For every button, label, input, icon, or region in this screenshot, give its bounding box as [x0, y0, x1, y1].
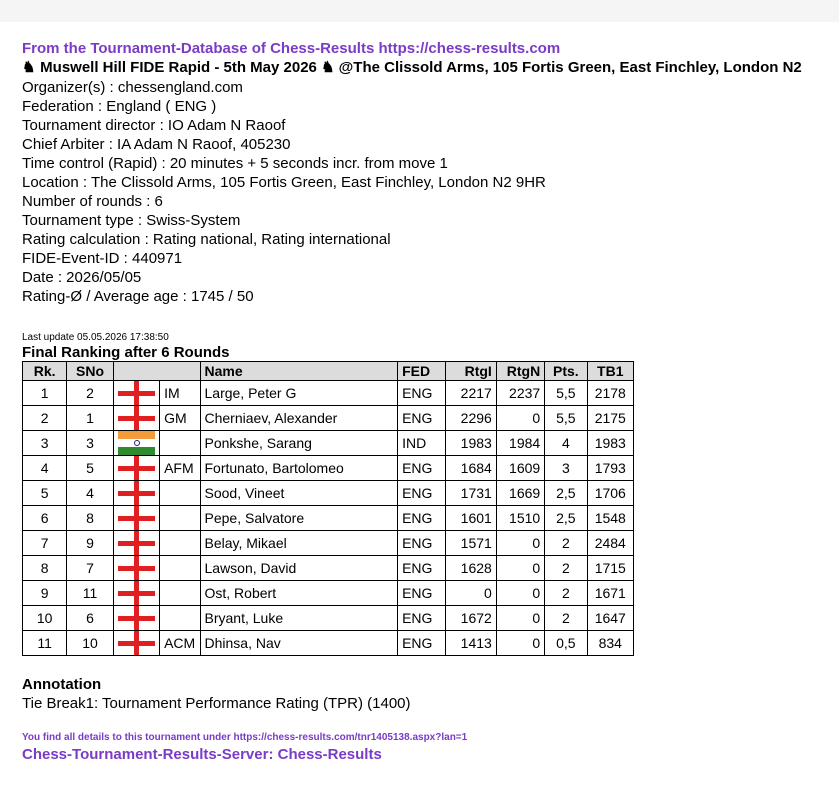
info-line: Tournament type : Swiss-System: [22, 212, 241, 229]
rtgn-cell: 2237: [496, 381, 544, 406]
player-name[interactable]: Sood, Vineet: [200, 481, 398, 506]
player-name[interactable]: Cherniaev, Alexander: [200, 406, 398, 431]
title-cell: [160, 606, 200, 631]
last-update: Last update 05.05.2026 17:38:50: [22, 332, 169, 343]
sno-cell: 7: [67, 556, 113, 581]
rtgn-cell: 1984: [496, 431, 544, 456]
rtgi-cell: 0: [446, 581, 496, 606]
col-sno: SNo: [67, 362, 113, 381]
sno-cell: 5: [67, 456, 113, 481]
source-link[interactable]: From the Tournament-Database of Chess-Results https://chess-results.com: [22, 40, 561, 57]
rank-cell: 10: [23, 606, 67, 631]
title-cell: [160, 506, 200, 531]
title-cell: [160, 531, 200, 556]
player-name[interactable]: Ponkshe, Sarang: [200, 431, 398, 456]
rtgn-cell: 1609: [496, 456, 544, 481]
fed-cell: ENG: [398, 406, 446, 431]
rtgn-cell: 0: [496, 581, 544, 606]
fed-cell: ENG: [398, 506, 446, 531]
player-name[interactable]: Fortunato, Bartolomeo: [200, 456, 398, 481]
rank-cell: 5: [23, 481, 67, 506]
rtgi-cell: 1983: [446, 431, 496, 456]
info-line: Location : The Clissold Arms, 105 Fortis Green, East Finchley, London N2 9HR: [22, 174, 546, 191]
table-row[interactable]: [23, 431, 634, 456]
tb1-cell: 2175: [587, 406, 633, 431]
rtgn-cell: 0: [496, 631, 544, 656]
ranking-table: [22, 361, 634, 656]
flag-cell: [113, 481, 159, 506]
title-cell: AFM: [160, 456, 200, 481]
tb1-cell: 1548: [587, 506, 633, 531]
sno-cell: 1: [67, 406, 113, 431]
rtgi-cell: 1413: [446, 631, 496, 656]
england-flag-icon: [118, 506, 155, 530]
rtgn-cell: 0: [496, 531, 544, 556]
england-flag-icon: [118, 481, 155, 505]
flag-cell: [113, 556, 159, 581]
pts-cell: 2,5: [545, 506, 587, 531]
rank-cell: 11: [23, 631, 67, 656]
player-name[interactable]: Large, Peter G: [200, 381, 398, 406]
sno-cell: 10: [67, 631, 113, 656]
pts-cell: 2: [545, 531, 587, 556]
fed-cell: ENG: [398, 481, 446, 506]
col-title: [160, 362, 200, 381]
table-row[interactable]: [23, 531, 634, 556]
flag-cell: [113, 581, 159, 606]
fed-cell: ENG: [398, 531, 446, 556]
player-name[interactable]: Ost, Robert: [200, 581, 398, 606]
rank-cell: 8: [23, 556, 67, 581]
sno-cell: 3: [67, 431, 113, 456]
tb1-cell: 1715: [587, 556, 633, 581]
flag-cell: [113, 506, 159, 531]
pts-cell: 0,5: [545, 631, 587, 656]
pts-cell: 4: [545, 431, 587, 456]
col-rank: Rk.: [23, 362, 67, 381]
flag-cell: [113, 531, 159, 556]
fed-cell: ENG: [398, 556, 446, 581]
tb1-cell: 2178: [587, 381, 633, 406]
pts-cell: 3: [545, 456, 587, 481]
col-tb1: TB1: [587, 362, 633, 381]
info-line: FIDE-Event-ID : 440971: [22, 250, 183, 267]
col-name: Name: [200, 362, 398, 381]
table-row[interactable]: [23, 581, 634, 606]
rtgi-cell: 1731: [446, 481, 496, 506]
flag-cell: [113, 606, 159, 631]
pts-cell: 5,5: [545, 381, 587, 406]
chakra-icon: [134, 440, 140, 446]
flag-cell: [113, 406, 159, 431]
fed-cell: ENG: [398, 631, 446, 656]
england-flag-icon: [118, 456, 155, 480]
info-line: Rating-Ø / Average age : 1745 / 50: [22, 288, 254, 305]
server-link[interactable]: Chess-Tournament-Results-Server: Chess-Results: [22, 746, 382, 763]
pts-cell: 2: [545, 556, 587, 581]
player-name[interactable]: Belay, Mikael: [200, 531, 398, 556]
sno-cell: 9: [67, 531, 113, 556]
rank-cell: 9: [23, 581, 67, 606]
ranking-header-row: [23, 362, 634, 381]
sno-cell: 4: [67, 481, 113, 506]
col-rtgi: RtgI: [446, 362, 496, 381]
title-cell: [160, 581, 200, 606]
tb1-cell: 1671: [587, 581, 633, 606]
england-flag-icon: [118, 631, 155, 655]
knight-icon: ♞: [22, 59, 36, 76]
player-name[interactable]: Lawson, David: [200, 556, 398, 581]
top-bar: [0, 0, 839, 22]
sno-cell: 6: [67, 606, 113, 631]
info-line: Organizer(s) : chessengland.com: [22, 79, 243, 96]
table-row[interactable]: [23, 631, 634, 656]
info-line: Tournament director : IO Adam N Raoof: [22, 117, 286, 134]
england-flag-icon: [118, 531, 155, 555]
player-name[interactable]: Dhinsa, Nav: [200, 631, 398, 656]
table-row[interactable]: [23, 406, 634, 431]
sno-cell: 2: [67, 381, 113, 406]
title-cell: [160, 481, 200, 506]
player-name[interactable]: Pepe, Salvatore: [200, 506, 398, 531]
tb1-cell: 1647: [587, 606, 633, 631]
info-line: Chief Arbiter : IA Adam N Raoof, 405230: [22, 136, 291, 153]
rank-cell: 1: [23, 381, 67, 406]
table-row[interactable]: [23, 381, 634, 406]
flag-cell: [113, 631, 159, 656]
rtgn-cell: 1669: [496, 481, 544, 506]
rtgi-cell: 1571: [446, 531, 496, 556]
fed-cell: ENG: [398, 606, 446, 631]
fed-cell: ENG: [398, 456, 446, 481]
info-line: Date : 2026/05/05: [22, 269, 142, 286]
fed-cell: ENG: [398, 381, 446, 406]
rtgi-cell: 1684: [446, 456, 496, 481]
tb1-cell: 834: [587, 631, 633, 656]
tb1-cell: 2484: [587, 531, 633, 556]
title-cell: [160, 556, 200, 581]
sno-cell: 8: [67, 506, 113, 531]
rtgi-cell: 2296: [446, 406, 496, 431]
player-name[interactable]: Bryant, Luke: [200, 606, 398, 631]
rtgi-cell: 2217: [446, 381, 496, 406]
tb1-cell: 1793: [587, 456, 633, 481]
title-cell: IM: [160, 381, 200, 406]
title-cell: ACM: [160, 631, 200, 656]
table-row[interactable]: [23, 506, 634, 531]
annotation-heading: Annotation: [22, 676, 102, 693]
col-rtgn: RtgN: [496, 362, 544, 381]
rank-cell: 3: [23, 431, 67, 456]
ranking-title: Final Ranking after 6 Rounds: [22, 344, 230, 361]
title-cell: [160, 431, 200, 456]
table-row[interactable]: [23, 556, 634, 581]
table-row[interactable]: [23, 606, 634, 631]
pts-cell: 5,5: [545, 406, 587, 431]
title-cell: GM: [160, 406, 200, 431]
tb1-cell: 1983: [587, 431, 633, 456]
tournament-page: [22, 39, 834, 764]
fed-cell: IND: [398, 431, 446, 456]
england-flag-icon: [118, 406, 155, 430]
col-fed: FED: [398, 362, 446, 381]
col-pts: Pts.: [545, 362, 587, 381]
sno-cell: 11: [67, 581, 113, 606]
rank-cell: 6: [23, 506, 67, 531]
table-row[interactable]: [23, 456, 634, 481]
rtgi-cell: 1628: [446, 556, 496, 581]
pts-cell: 2: [545, 581, 587, 606]
tournament-info: [22, 78, 834, 306]
annotation-text: Tie Break1: Tournament Performance Rating (TPR) (1400): [22, 695, 411, 712]
info-line: Number of rounds : 6: [22, 193, 163, 210]
ranking-body: [23, 381, 634, 656]
details-link[interactable]: You find all details to this tournament under https://chess-results.com/tnr1405138.aspx?lan=1: [22, 732, 468, 743]
flag-cell: [113, 381, 159, 406]
england-flag-icon: [118, 381, 155, 405]
rtgn-cell: 0: [496, 556, 544, 581]
india-flag-icon: [118, 431, 155, 455]
rtgn-cell: 1510: [496, 506, 544, 531]
info-line: Rating calculation : Rating national, Rating international: [22, 231, 391, 248]
rtgi-cell: 1672: [446, 606, 496, 631]
england-flag-icon: [118, 581, 155, 605]
col-flag: [113, 362, 159, 381]
pts-cell: 2,5: [545, 481, 587, 506]
fed-cell: ENG: [398, 581, 446, 606]
tournament-title: [22, 58, 834, 78]
pts-cell: 2: [545, 606, 587, 631]
rank-cell: 7: [23, 531, 67, 556]
info-line: Federation : England ( ENG ): [22, 98, 217, 115]
rank-cell: 4: [23, 456, 67, 481]
info-line: Time control (Rapid) : 20 minutes + 5 seconds incr. from move 1: [22, 155, 448, 172]
england-flag-icon: [118, 556, 155, 580]
table-row[interactable]: [23, 481, 634, 506]
flag-cell: [113, 431, 159, 456]
tb1-cell: 1706: [587, 481, 633, 506]
tournament-title-text: Muswell Hill FIDE Rapid - 5th May 2026 ♞ @The Clissold Arms, 105 Fortis Green, East Finchley, London N2: [40, 59, 802, 76]
england-flag-icon: [118, 606, 155, 630]
rtgn-cell: 0: [496, 406, 544, 431]
flag-cell: [113, 456, 159, 481]
rtgn-cell: 0: [496, 606, 544, 631]
rtgi-cell: 1601: [446, 506, 496, 531]
rank-cell: 2: [23, 406, 67, 431]
